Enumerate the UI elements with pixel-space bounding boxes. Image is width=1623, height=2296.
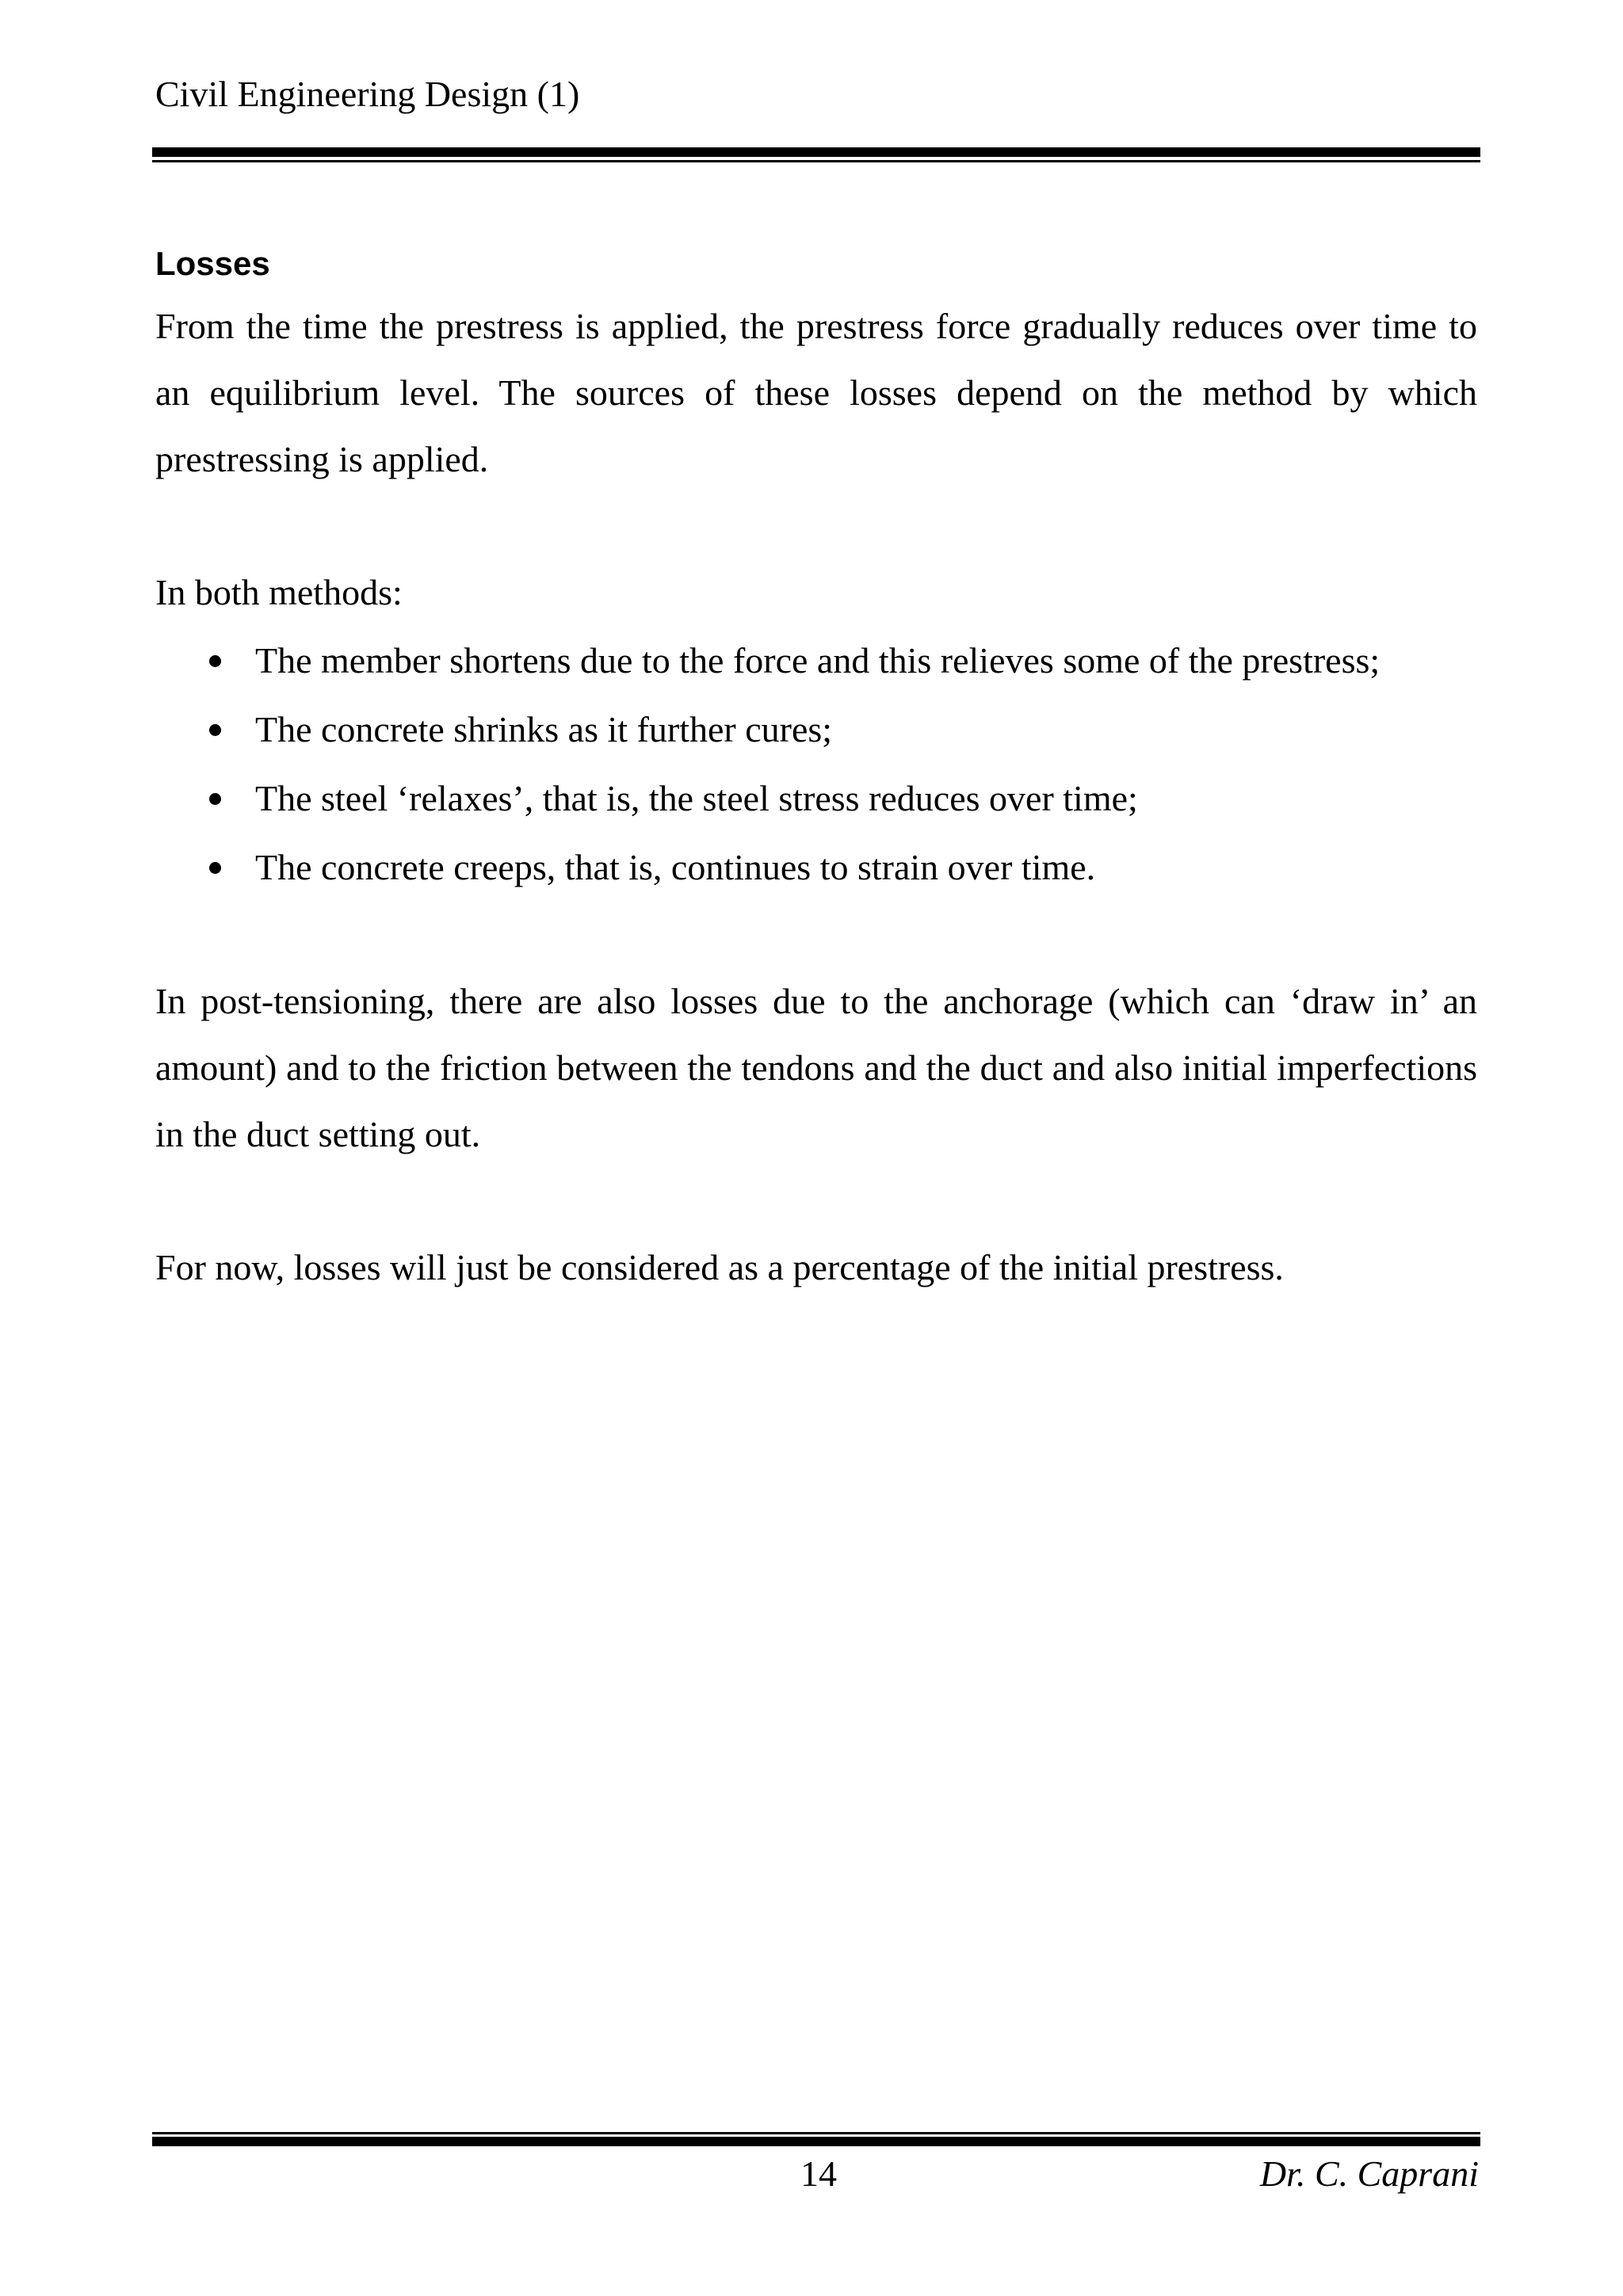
footer-rule-thick [152,2137,1480,2146]
bullet-icon [209,793,221,805]
list-item [155,833,1477,902]
bullet-icon [209,862,221,874]
footer-author: Dr. C. Caprani [1259,2153,1479,2194]
paragraph-spacer [155,493,1477,559]
conclusion-paragraph: For now, losses will just be considered as a percentage of the initial prestress. [155,1247,1284,1287]
list-item-text: The concrete shrinks as it further cures; [255,709,833,749]
list-item-text: The member shortens due to the force and this relieves some of the prestress; [255,640,1381,681]
page-content [155,242,1477,1301]
section-heading: Losses [155,245,270,282]
losses-bullet-list [155,626,1477,902]
paragraph-spacer [155,1168,1477,1234]
list-item [155,695,1477,764]
intro-paragraph: From the time the prestress is applied, the prestress force gradually reduces over time to an equilibrium level. The sources of these losses depend on the method by which prestressing is applied. [155,306,1477,479]
paragraph-spacer [155,902,1477,968]
bullet-icon [209,655,221,667]
list-item-text: The concrete creeps, that is, continues to strain over time. [255,847,1096,887]
page-number: 14 [800,2153,837,2194]
list-item-text: The steel ‘relaxes’, that is, the steel stress reduces over time; [255,778,1138,818]
list-item [155,626,1477,695]
document-header-title: Civil Engineering Design (1) [155,74,580,114]
both-methods-label: In both methods: [155,572,403,612]
post-tensioning-paragraph: In post-tensioning, there are also losses due to the anchorage (which can ‘draw in’ an amount) and to the friction between the tendons and the duct and also initial imperfections in the duct setting out. [155,981,1477,1154]
bullet-icon [209,724,221,736]
header-rule-thin [152,160,1480,162]
footer-rule-thin [152,2132,1480,2134]
list-item [155,764,1477,833]
header-rule-thick [152,147,1480,157]
